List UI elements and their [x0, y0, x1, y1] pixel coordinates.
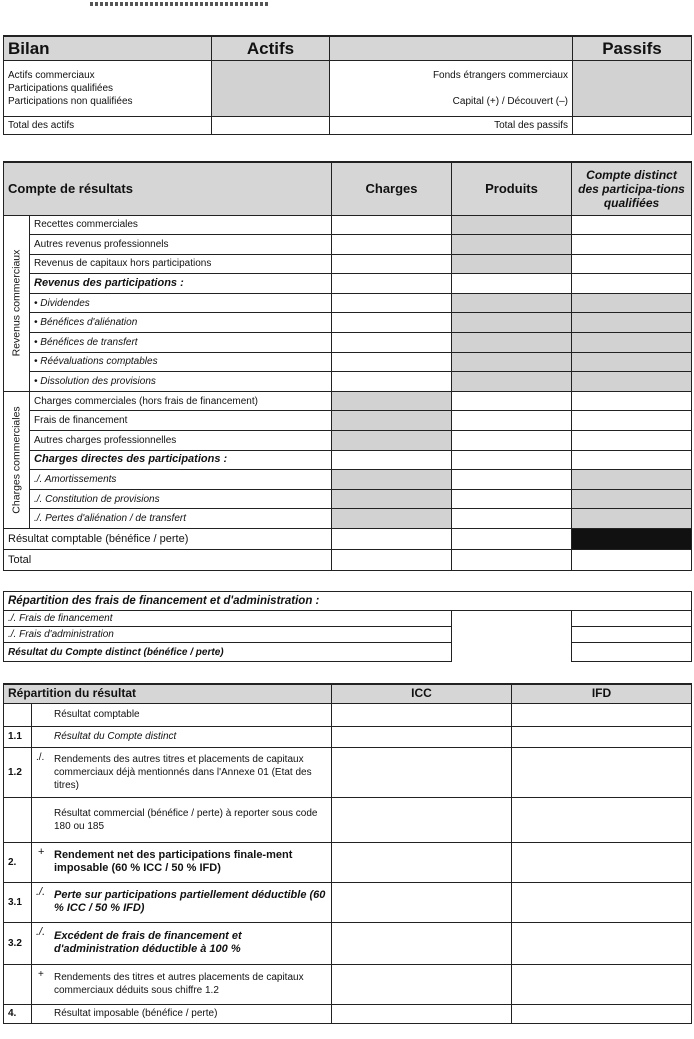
row-num [4, 797, 32, 842]
resultat-comptable-label: Résultat comptable (bénéfice / perte) [4, 529, 332, 550]
cell[interactable] [452, 391, 572, 411]
row-label: ./. Amortissements [30, 470, 332, 490]
spacer [452, 611, 572, 627]
row-label-wrap [32, 882, 332, 922]
cell[interactable] [572, 254, 692, 274]
actifs-header: Actifs [212, 36, 330, 60]
cell[interactable] [332, 509, 452, 529]
total-actifs-label: Total des actifs [4, 116, 212, 134]
ifd-cell[interactable] [512, 703, 692, 726]
row-label: ./. Frais d'administration [4, 627, 452, 643]
row-sign: + [38, 845, 45, 858]
row-label: ./. Pertes d'aliénation / de transfert [30, 509, 332, 529]
actif-item: Participations qualifiées [8, 83, 114, 94]
row-num: 1.1 [4, 726, 32, 747]
col-distinct: Compte distinct des participa-tions qualifiées [572, 162, 692, 215]
row-label: Résultat du Compte distinct [32, 726, 332, 747]
ifd-cell[interactable] [512, 1004, 692, 1023]
cell[interactable] [452, 293, 572, 313]
col-icc: ICC [332, 684, 512, 703]
passif-item: Fonds étrangers commerciaux [432, 69, 568, 81]
cell[interactable] [332, 333, 452, 353]
row-num: 1.2 [4, 747, 32, 797]
row-label: Résultat comptable [32, 703, 332, 726]
row-label: Autres revenus professionnels [30, 235, 332, 255]
cell[interactable] [452, 235, 572, 255]
total-passifs-cell[interactable] [573, 116, 692, 134]
row-label-wrap [32, 964, 332, 1004]
icc-cell[interactable] [332, 747, 512, 797]
cell[interactable] [452, 489, 572, 509]
repartition-frais-title: Répartition des frais de financement et d'administration : [4, 592, 692, 611]
scan-artifact [90, 2, 268, 6]
total-label: Total [4, 550, 332, 571]
cell[interactable] [332, 274, 452, 294]
cell[interactable] [332, 489, 452, 509]
cell[interactable] [572, 643, 692, 662]
cell[interactable] [572, 489, 692, 509]
cell[interactable] [452, 411, 572, 431]
resultat-distinct-label: Résultat du Compte distinct (bénéfice / perte) [4, 643, 452, 662]
cell[interactable] [452, 550, 572, 571]
ifd-cell[interactable] [512, 726, 692, 747]
passifs-items [330, 60, 573, 116]
row-label: Excédent de frais de financement et d'administration déductible à 100 % [54, 930, 242, 955]
cell[interactable] [572, 470, 692, 490]
icc-cell[interactable] [332, 1004, 512, 1023]
row-label: Revenus de capitaux hors participations [30, 254, 332, 274]
cell[interactable] [332, 431, 452, 451]
row-label: Résultat imposable (bénéfice / perte) [32, 1004, 332, 1023]
total-passifs-label: Total des passifs [330, 116, 573, 134]
cell[interactable] [452, 509, 572, 529]
cell[interactable] [332, 391, 452, 411]
row-label: Autres charges professionnelles [30, 431, 332, 451]
actifs-items [4, 60, 212, 116]
row-label: Résultat commercial (bénéfice / perte) à reporter sous code 180 ou 185 [32, 797, 332, 842]
compte-resultats-table [3, 161, 692, 571]
row-label: Rendements des titres et autres placements de capitaux commerciaux déduits sous chiffre 1.2 [54, 972, 304, 996]
cell[interactable] [332, 313, 452, 333]
icc-cell[interactable] [332, 703, 512, 726]
row-num: 3.1 [4, 882, 32, 922]
row-label: • Réévaluations comptables [30, 352, 332, 372]
cell[interactable] [452, 352, 572, 372]
row-label: Revenus des participations : [30, 274, 332, 294]
actif-item: Actifs commerciaux [8, 70, 95, 81]
cell[interactable] [572, 352, 692, 372]
row-num [4, 703, 32, 726]
ifd-cell[interactable] [512, 747, 692, 797]
row-sign: + [38, 968, 44, 980]
cell[interactable] [332, 293, 452, 313]
spacer [452, 627, 572, 643]
cell[interactable] [452, 274, 572, 294]
actif-item: Participations non qualifiées [8, 96, 133, 107]
blacked-cell [572, 529, 692, 550]
passifs-header: Passifs [573, 36, 692, 60]
row-label: Perte sur participations partiellement déductible (60 % ICC / 50 % IFD) [54, 889, 326, 914]
row-sign: ./. [36, 925, 46, 938]
row-label: Charges directes des participations : [30, 450, 332, 470]
ifd-cell[interactable] [512, 797, 692, 842]
row-num [4, 964, 32, 1004]
row-num: 3.2 [4, 922, 32, 964]
row-label: • Dividendes [30, 293, 332, 313]
cell[interactable] [452, 254, 572, 274]
cell[interactable] [572, 431, 692, 451]
row-num: 2. [4, 842, 32, 882]
group-revenus: Revenus commerciaux [4, 215, 30, 391]
row-label: Rendements des autres titres et placements de capitaux commerciaux déjà mentionnés dans l'Annexe 01 (Etat des titres) [54, 753, 312, 791]
cell[interactable] [572, 391, 692, 411]
actifs-amount-cell[interactable] [212, 60, 330, 116]
bilan-title: Bilan [4, 36, 212, 60]
cell[interactable] [572, 611, 692, 627]
cell[interactable] [572, 372, 692, 392]
cell[interactable] [572, 627, 692, 643]
cell[interactable] [332, 372, 452, 392]
ifd-cell[interactable] [512, 882, 692, 922]
cell[interactable] [572, 333, 692, 353]
row-label-wrap [32, 842, 332, 882]
row-label-wrap [32, 922, 332, 964]
row-label: • Bénéfices d'aliénation [30, 313, 332, 333]
cell[interactable] [452, 333, 572, 353]
row-label: ./. Frais de financement [4, 611, 452, 627]
row-sign: ./. [36, 751, 45, 763]
icc-cell[interactable] [332, 797, 512, 842]
cell[interactable] [452, 450, 572, 470]
cell[interactable] [452, 529, 572, 550]
passifs-amount-cell[interactable] [573, 60, 692, 116]
cell[interactable] [572, 411, 692, 431]
icc-cell[interactable] [332, 922, 512, 964]
icc-cell[interactable] [332, 726, 512, 747]
row-label: Charges commerciales (hors frais de financement) [30, 391, 332, 411]
cell[interactable] [572, 450, 692, 470]
cell[interactable] [572, 293, 692, 313]
cell[interactable] [332, 215, 452, 235]
cell[interactable] [332, 254, 452, 274]
repartition-title: Répartition du résultat [4, 684, 332, 703]
passif-item: Capital (+) / Découvert (–) [452, 95, 568, 107]
cell[interactable] [332, 411, 452, 431]
cell[interactable] [572, 509, 692, 529]
cell[interactable] [332, 550, 452, 571]
col-produits: Produits [452, 162, 572, 215]
cell[interactable] [452, 431, 572, 451]
cell[interactable] [452, 313, 572, 333]
total-actifs-cell[interactable] [212, 116, 330, 134]
cell[interactable] [452, 470, 572, 490]
passifs-header-blank [330, 36, 573, 60]
cell[interactable] [332, 470, 452, 490]
row-label: Rendement net des participations finale-ment imposable (60 % ICC / 50 % IFD) [54, 849, 293, 874]
cell[interactable] [572, 235, 692, 255]
ifd-cell[interactable] [512, 842, 692, 882]
ifd-cell[interactable] [512, 964, 692, 1004]
cell[interactable] [572, 274, 692, 294]
repartition-resultat-table [3, 683, 692, 1024]
cell[interactable] [332, 235, 452, 255]
icc-cell[interactable] [332, 842, 512, 882]
row-label: Frais de financement [30, 411, 332, 431]
cell[interactable] [452, 215, 572, 235]
cell[interactable] [572, 550, 692, 571]
row-label: • Dissolution des provisions [30, 372, 332, 392]
icc-cell[interactable] [332, 964, 512, 1004]
spacer [452, 643, 572, 662]
cell[interactable] [452, 372, 572, 392]
repartition-frais-table [3, 591, 692, 662]
col-charges: Charges [332, 162, 452, 215]
row-sign: ./. [36, 885, 46, 898]
compte-title: Compte de résultats [4, 162, 332, 215]
cell[interactable] [332, 352, 452, 372]
col-ifd: IFD [512, 684, 692, 703]
row-label: Recettes commerciales [30, 215, 332, 235]
group-charges: Charges commerciales [4, 391, 30, 528]
row-label-wrap [32, 747, 332, 797]
cell[interactable] [572, 313, 692, 333]
ifd-cell[interactable] [512, 922, 692, 964]
bilan-table [3, 35, 692, 135]
cell[interactable] [332, 450, 452, 470]
row-label: ./. Constitution de provisions [30, 489, 332, 509]
icc-cell[interactable] [332, 882, 512, 922]
cell[interactable] [332, 529, 452, 550]
row-label: • Bénéfices de transfert [30, 333, 332, 353]
cell[interactable] [572, 215, 692, 235]
row-num: 4. [4, 1004, 32, 1023]
